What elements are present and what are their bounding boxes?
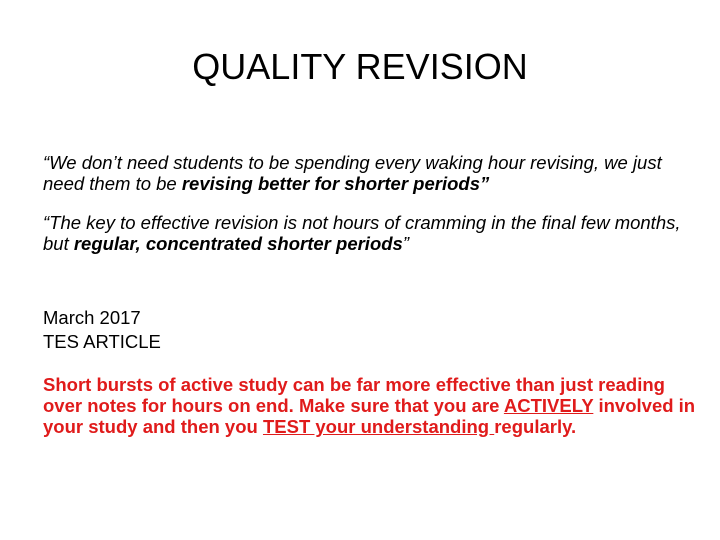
note-text-2: involved in your study and then you — [43, 395, 696, 437]
slide-body — [43, 152, 703, 437]
quote-2-close: ” — [402, 233, 410, 254]
source-publication: TES ARTICLE — [43, 331, 161, 352]
slide-title: QUALITY REVISION — [192, 46, 528, 87]
quote-2-text: “The key to effective revision is not hours of cramming in the final few months, but — [43, 212, 681, 254]
note-underline-actively: ACTIVELY — [503, 395, 594, 416]
quote-1-emphasis: revising better for shorter periods” — [181, 173, 490, 194]
source-date: March 2017 — [43, 307, 141, 328]
note-text-3: regularly. — [494, 416, 577, 437]
quote-2 — [43, 212, 703, 254]
advice-note — [43, 374, 703, 437]
source-block — [43, 306, 703, 354]
note-underline-test: TEST your understanding — [262, 416, 495, 437]
quote-1 — [43, 152, 703, 194]
quote-1-text: “We don’t need students to be spending every waking hour revising, we just need them to be — [43, 152, 662, 194]
quote-2-emphasis: regular, concentrated shorter periods — [73, 233, 403, 254]
note-text-1: Short bursts of active study can be far more effective than just reading over notes for hours on end. Make sure that you are — [43, 374, 665, 416]
